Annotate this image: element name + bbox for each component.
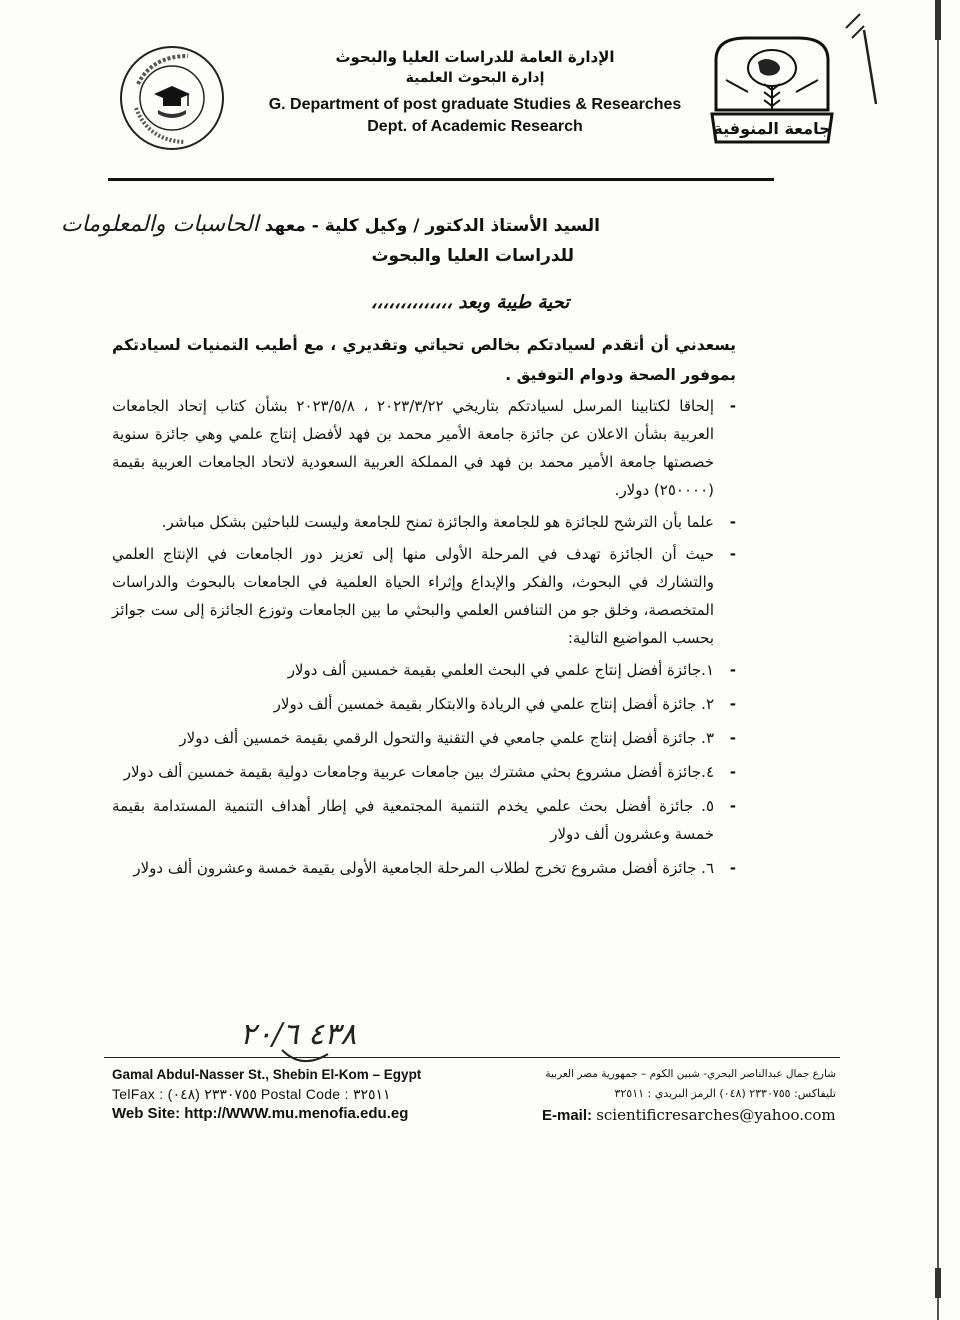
footer-email-label: E-mail: [542,1107,593,1124]
header-arabic-general-department: الإدارة العامة للدراسات العليا والبحوث [335,48,615,66]
list-item: - إلحاقا لكتابينا المرسل لسيادتكم بتاريخي ٢٠٢٣/٣/٢٢ ، ٢٠٢٣/٥/٨ بشأن كتاب إتحاد الجامعات العربية بشأن الاعلان عن جائزة جامعة الأمير محمد بن فهد لأفضل إنتاج علمي وهي جائزة سنوية خصصتها جامعة الأمير محمد بن فهد في المملكة العربية السعودية لاتحاد الجامعات العربية بقيمة (٢٥٠٠٠٠) دولار. [112,392,736,504]
footer-email-link[interactable]: scientificresarches@yahoo.com [596,1106,836,1124]
footer-email [542,1106,836,1124]
prize-item: - ٣. جائزة أفضل إنتاج علمي جامعي في التقنية والتحول الرقمي بقيمة خمسين ألف دولار [112,724,736,752]
handwritten-signature [232,1010,357,1072]
letter-body [112,330,736,888]
signature-number: ٤٣٨ ٢٠/٦ [240,1017,357,1052]
prize-item: - ١.جائزة أفضل إنتاج علمي في البحث العلمي بقيمة خمسين ألف دولار [112,656,736,684]
footer-telfax-arabic: تليفاكس: ٢٣٣٠٧٥٥ (٠٤٨) الرمز البريدي : ٣٢٥١١ [614,1087,836,1100]
footer-address-english: Gamal Abdul-Nasser St., Shebin El-Kom – Egypt [112,1067,422,1082]
handwritten-corner-mark [840,8,880,108]
addressee-line-2: للدراسات العليا والبحوث [371,246,574,266]
header-english-research-department: Dept. of Academic Research [367,118,583,135]
header-arabic-research-department: إدارة البحوث العلمية [405,70,545,86]
postgraduate-sector-seal-logo [118,44,226,152]
addressee-handwritten-text: الحاسبات والمعلومات [60,212,259,237]
menoufia-logo-text: جامعة المنوفية [713,119,831,138]
footer-address-arabic: شارع جمال عبدالناصر البحري- شبين الكوم – جمهورية مصر العربية [545,1068,836,1080]
footer-divider [104,1057,840,1058]
intro-paragraph: يسعدني أن أتقدم لسيادتكم بخالص تحياتي وتقديري ، مع أطيب التمنيات لسيادتكم بموفور الصحة ودوام التوفيق . [112,336,736,384]
addressee-line-1 [61,212,600,237]
list-item: - حيث أن الجائزة تهدف في المرحلة الأولى منها إلى تعزيز دور الجامعات في الإنتاج العلمي والتشارك في البحوث، والفكر والإبداع وإثراء الحياة العلمية في الجامعات بالبحوث والدراسات المتخصصة، وخلق جو من التنافس العلمي والبحثي ما بين الجامعات وتوزع الجائزة إلى ست جوائز بحسب المواضيع التالية: [112,540,736,652]
footer-telfax-english: TelFax : (٠٤٨) ٢٣٣٠٧٥٥ Postal Code : ٣٢٥١١ [112,1086,391,1102]
prize-item: - ٢. جائزة أفضل إنتاج علمي في الريادة والابتكار بقيمة خمسين ألف دولار [112,690,736,718]
prize-item: - ٦. جائزة أفضل مشروع تخرج لطلاب المرحلة الجامعية الأولى بقيمة خمسة وعشرون ألف دولار [112,854,736,882]
header-divider [108,178,774,181]
prize-item: - ٤.جائزة أفضل مشروع بحثي مشترك بين جامعات عربية وجامعات دولية بقيمة خمسين ألف دولار [112,758,736,786]
footer-website-link[interactable]: Web Site: http://WWW.mu.menofia.edu.eg [112,1105,409,1122]
scan-edge-mark [935,0,941,40]
addressee-printed-text: السيد الأستاذ الدكتور / وكيل كلية - معهد [264,216,600,236]
greeting: تحية طيبة وبعد ،،،،،،،،،،،،،، [370,292,570,313]
list-item: - علما بأن الترشح للجائزة هو للجامعة والجائزة تمنح للجامعة وليست للباحثين بشكل مباشر. [112,508,736,536]
scan-edge-line [937,0,939,1320]
menoufia-university-logo [706,30,838,148]
scan-edge-mark [935,1268,941,1298]
header-english-general-department: G. Department of post graduate Studies & Researches [268,96,682,113]
prize-item: - ٥. جائزة أفضل بحث علمي يخدم التنمية المجتمعية في إطار أهداف التنمية المستدامة بقيمة خمسة وعشرون ألف دولار [112,792,736,848]
